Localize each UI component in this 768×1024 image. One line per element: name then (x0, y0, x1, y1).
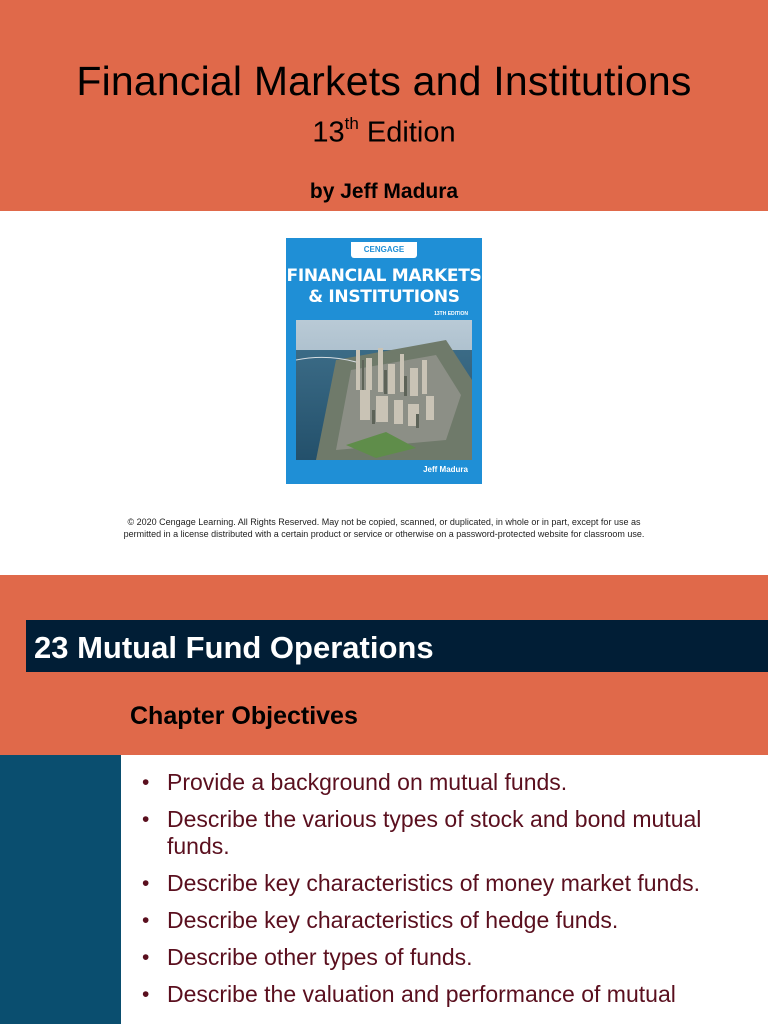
objective-text: Describe key characteristics of hedge funds. (167, 907, 619, 933)
cover-title-line1: FINANCIAL MARKETS (286, 266, 482, 286)
edition-number: 13 (312, 116, 345, 149)
left-sidebar-band (0, 755, 121, 1024)
author-line: by Jeff Madura (309, 180, 459, 203)
objective-text: Provide a background on mutual funds. (167, 769, 568, 795)
objectives-list (142, 769, 762, 1018)
bullet-glyph: • (142, 808, 150, 831)
book-title: Financial Markets and Institutions (76, 58, 692, 104)
cover-edition: 13TH EDITION (434, 311, 468, 317)
bullet-glyph: • (142, 909, 150, 932)
cengage-logo: CENGAGE (351, 242, 417, 258)
title-header-band (0, 0, 768, 211)
objective-text: Describe other types of funds. (167, 944, 473, 970)
objective-text: Describe the valuation and performance of mutual (167, 981, 676, 1007)
city-skyline-photo (296, 320, 472, 460)
list-item (142, 769, 762, 796)
list-item (142, 907, 762, 934)
list-item (142, 981, 762, 1008)
list-item (142, 944, 762, 971)
bullet-glyph: • (142, 771, 150, 794)
objectives-slide (0, 547, 768, 1024)
cover-title (286, 266, 482, 308)
bullet-glyph: • (142, 872, 150, 895)
edition-word: Edition (358, 116, 456, 149)
chapter-title: 23 Mutual Fund Operations (34, 630, 434, 665)
list-item (142, 806, 762, 860)
bullet-glyph: • (142, 983, 150, 1006)
book-cover-image (286, 238, 482, 484)
copyright-line-2: permitted in a license distributed with a certain product or service or otherwise on a password-protected website for classroom use. (123, 529, 645, 539)
cover-title-line2: & INSTITUTIONS (308, 287, 460, 307)
section-subtitle: Chapter Objectives (130, 702, 358, 730)
objective-text: Describe key characteristics of money market funds. (167, 870, 701, 896)
objective-text: Describe the various types of stock and bond mutual funds. (167, 806, 702, 859)
copyright-notice (0, 516, 768, 540)
chapter-banner (26, 620, 768, 672)
edition-suffix: th (344, 114, 359, 133)
copyright-line-1: © 2020 Cengage Learning. All Rights Reserved. May not be copied, scanned, or duplicated, in whole or in part, except for use as (127, 517, 641, 527)
cover-author: Jeff Madura (423, 465, 468, 474)
bullet-glyph: • (142, 946, 150, 969)
list-item (142, 870, 762, 897)
edition-label (0, 116, 768, 150)
